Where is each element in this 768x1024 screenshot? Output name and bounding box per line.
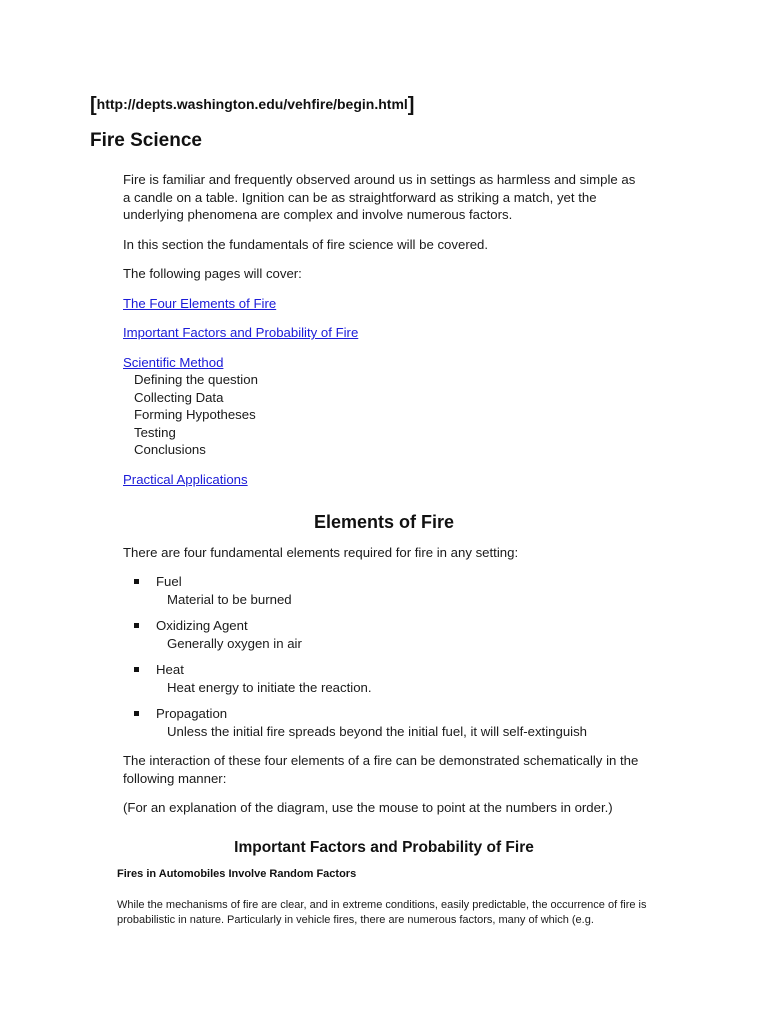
step-item: Collecting Data bbox=[134, 389, 224, 405]
intro-paragraph-1: Fire is familiar and frequently observed around us in settings as harmless and simple as a candle on a table. Ignition can be as straightforward as striking a match, yet the underlying phenomena are complex and involve numerous factors. bbox=[123, 172, 636, 222]
interaction-paragraph: The interaction of these four elements of a fire can be demonstrated schematically in the following manner: bbox=[123, 753, 639, 786]
step-item: Defining the question bbox=[134, 372, 258, 387]
elements-heading: Elements of Fire bbox=[313, 512, 455, 532]
bullet-icon bbox=[134, 579, 139, 584]
element-desc: Generally oxygen in air bbox=[167, 635, 302, 651]
source-url-line bbox=[90, 94, 414, 117]
elements-intro: There are four fundamental elements required for fire in any setting: bbox=[123, 544, 519, 560]
element-desc: Material to be burned bbox=[167, 591, 292, 607]
intro-paragraph-2: In this section the fundamentals of fire science will be covered. bbox=[123, 236, 489, 252]
element-desc: Unless the initial fire spreads beyond the initial fuel, it will self-extinguish bbox=[167, 723, 588, 739]
bullet-icon bbox=[134, 711, 139, 716]
open-bracket: [ bbox=[90, 94, 97, 116]
main-content bbox=[117, 171, 647, 929]
link-scientific-method[interactable]: Scientific Method bbox=[123, 354, 224, 370]
elements-list bbox=[123, 573, 643, 740]
page-title: Fire Science bbox=[90, 130, 202, 151]
step-item: Testing bbox=[134, 424, 176, 440]
step-item: Forming Hypotheses bbox=[134, 407, 256, 422]
element-name: Oxidizing Agent bbox=[156, 618, 248, 633]
factors-subheading: Fires in Automobiles Involve Random Factors bbox=[117, 868, 357, 880]
element-item bbox=[123, 661, 643, 696]
element-name: Propagation bbox=[156, 706, 228, 721]
link-important-factors[interactable]: Important Factors and Probability of Fire bbox=[123, 325, 359, 340]
step-item: Conclusions bbox=[134, 442, 206, 457]
element-name: Heat bbox=[156, 662, 184, 677]
scientific-method-steps bbox=[134, 371, 643, 459]
element-item bbox=[123, 573, 643, 608]
element-item bbox=[123, 617, 643, 652]
bullet-icon bbox=[134, 623, 139, 628]
link-practical-applications[interactable]: Practical Applications bbox=[123, 471, 248, 487]
factors-paragraph: While the mechanisms of fire are clear, and in extreme conditions, easily predictable, the occurrence of fire is probabilistic in nature. Particularly in vehicle fires, there are numerous factors, many of which (e.g. bbox=[117, 898, 647, 926]
diagram-note: (For an explanation of the diagram, use the mouse to point at the numbers in order.) bbox=[123, 800, 613, 815]
bullet-icon bbox=[134, 667, 139, 672]
source-url: http://depts.washington.edu/vehfire/begin.html bbox=[96, 96, 408, 112]
intro-paragraph-3: The following pages will cover: bbox=[123, 266, 302, 281]
element-item bbox=[123, 705, 643, 740]
link-four-elements[interactable]: The Four Elements of Fire bbox=[123, 295, 277, 311]
factors-heading: Important Factors and Probability of Fire bbox=[234, 838, 534, 856]
close-bracket: ] bbox=[407, 94, 415, 116]
element-name: Fuel bbox=[156, 574, 182, 589]
element-desc: Heat energy to initiate the reaction. bbox=[167, 679, 372, 695]
